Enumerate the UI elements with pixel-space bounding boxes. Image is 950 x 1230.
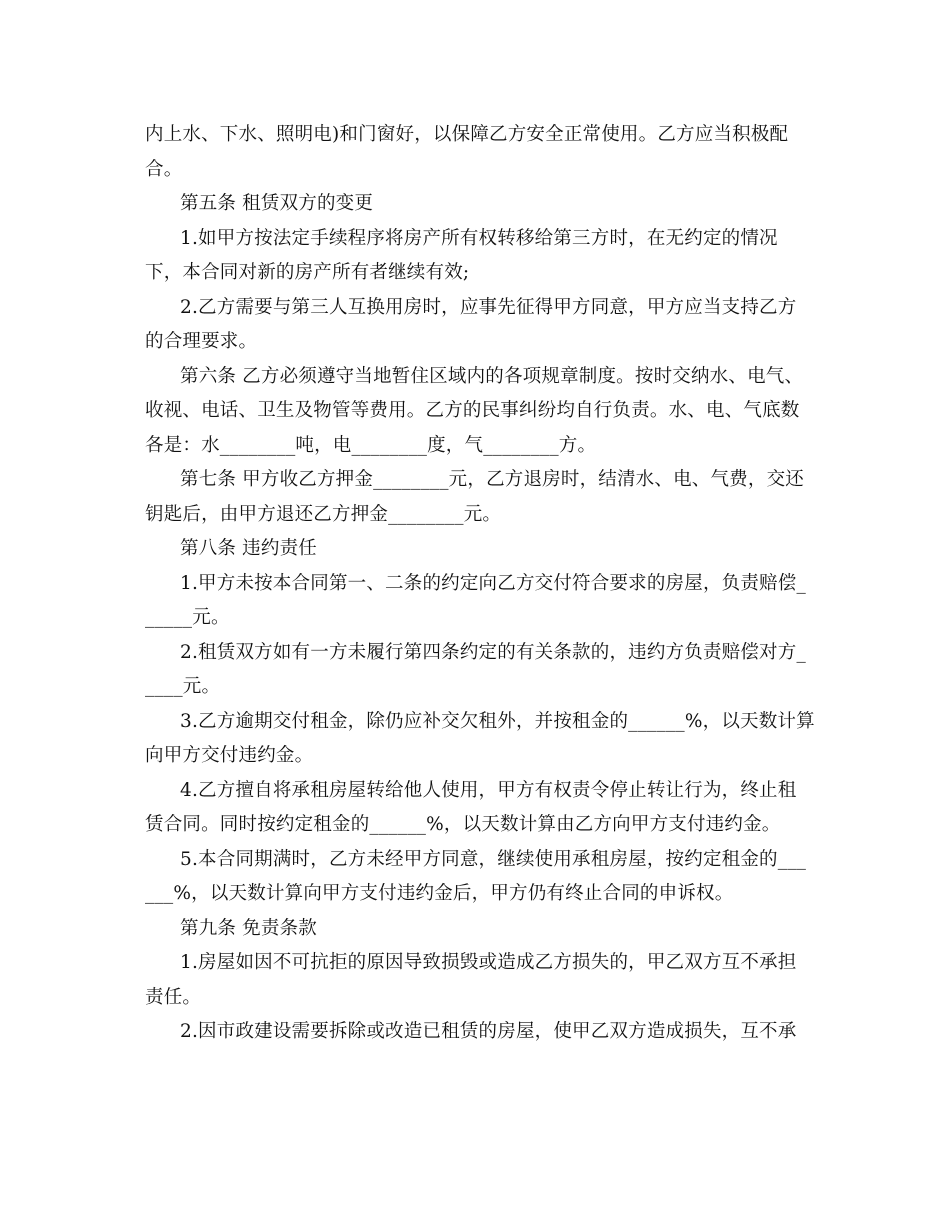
article-8-clause-5: 5.本合同期满时，乙方未经甲方同意，继续使用承租房屋，按约定租金的______%，以天数计算向甲方支付违约金后，甲方仍有终止合同的申诉权。 (145, 848, 807, 904)
paragraph-continuation: 内上水、下水、照明电)和门窗好，以保障乙方安全正常使用。乙方应当积极配合。 (145, 124, 789, 180)
article-9-clause-2: 2.因市政建设需要拆除或改造已租赁的房屋，使甲乙双方造成损失，互不承 (180, 1021, 797, 1042)
article-5-clause-2: 2.乙方需要与第三人互换用房时，应事先征得甲方同意，甲方应当支持乙方的合理要求。 (145, 296, 797, 352)
article-5-heading: 第五条 租赁双方的变更 (180, 193, 374, 214)
article-7-paragraph: 第七条 甲方收乙方押金________元，乙方退房时，结清水、电、气费，交还钥匙后，由甲方退还乙方押金________元。 (145, 469, 804, 525)
article-9-clause-1: 1.房屋如因不可抗拒的原因导致损毁或造成乙方损失的，甲乙双方互不承担责任。 (145, 952, 797, 1008)
article-8-clause-2: 2.租赁双方如有一方未履行第四条约定的有关条款的，违约方负责赔偿对方_____元。 (145, 641, 806, 697)
document-body (145, 118, 815, 1050)
article-5-clause-1: 1.如甲方按法定手续程序将房产所有权转移给第三方时，在无约定的情况下，本合同对新的房产所有者继续有效; (145, 227, 778, 283)
article-8-clause-3: 3.乙方逾期交付租金，除仍应补交欠租外，并按租金的______%，以天数计算向甲方交付违约金。 (145, 710, 815, 766)
article-8-clause-1: 1.甲方未按本合同第一、二条的约定向乙方交付符合要求的房屋，负责赔偿______元。 (145, 572, 806, 628)
article-9-heading: 第九条 免责条款 (180, 917, 317, 939)
article-8-heading: 第八条 违约责任 (180, 538, 317, 559)
article-8-clause-4: 4.乙方擅自将承租房屋转给他人使用，甲方有权责令停止转让行为，终止租赁合同。同时按约定租金的______%，以天数计算由乙方向甲方支付违约金。 (145, 779, 797, 835)
article-6-paragraph: 第六条 乙方必须遵守当地暂住区域内的各项规章制度。按时交纳水、电气、收视、电话、卫生及物管等费用。乙方的民事纠纷均自行负责。水、电、气底数各是：水________吨，电________度，气________方。 (145, 365, 804, 456)
